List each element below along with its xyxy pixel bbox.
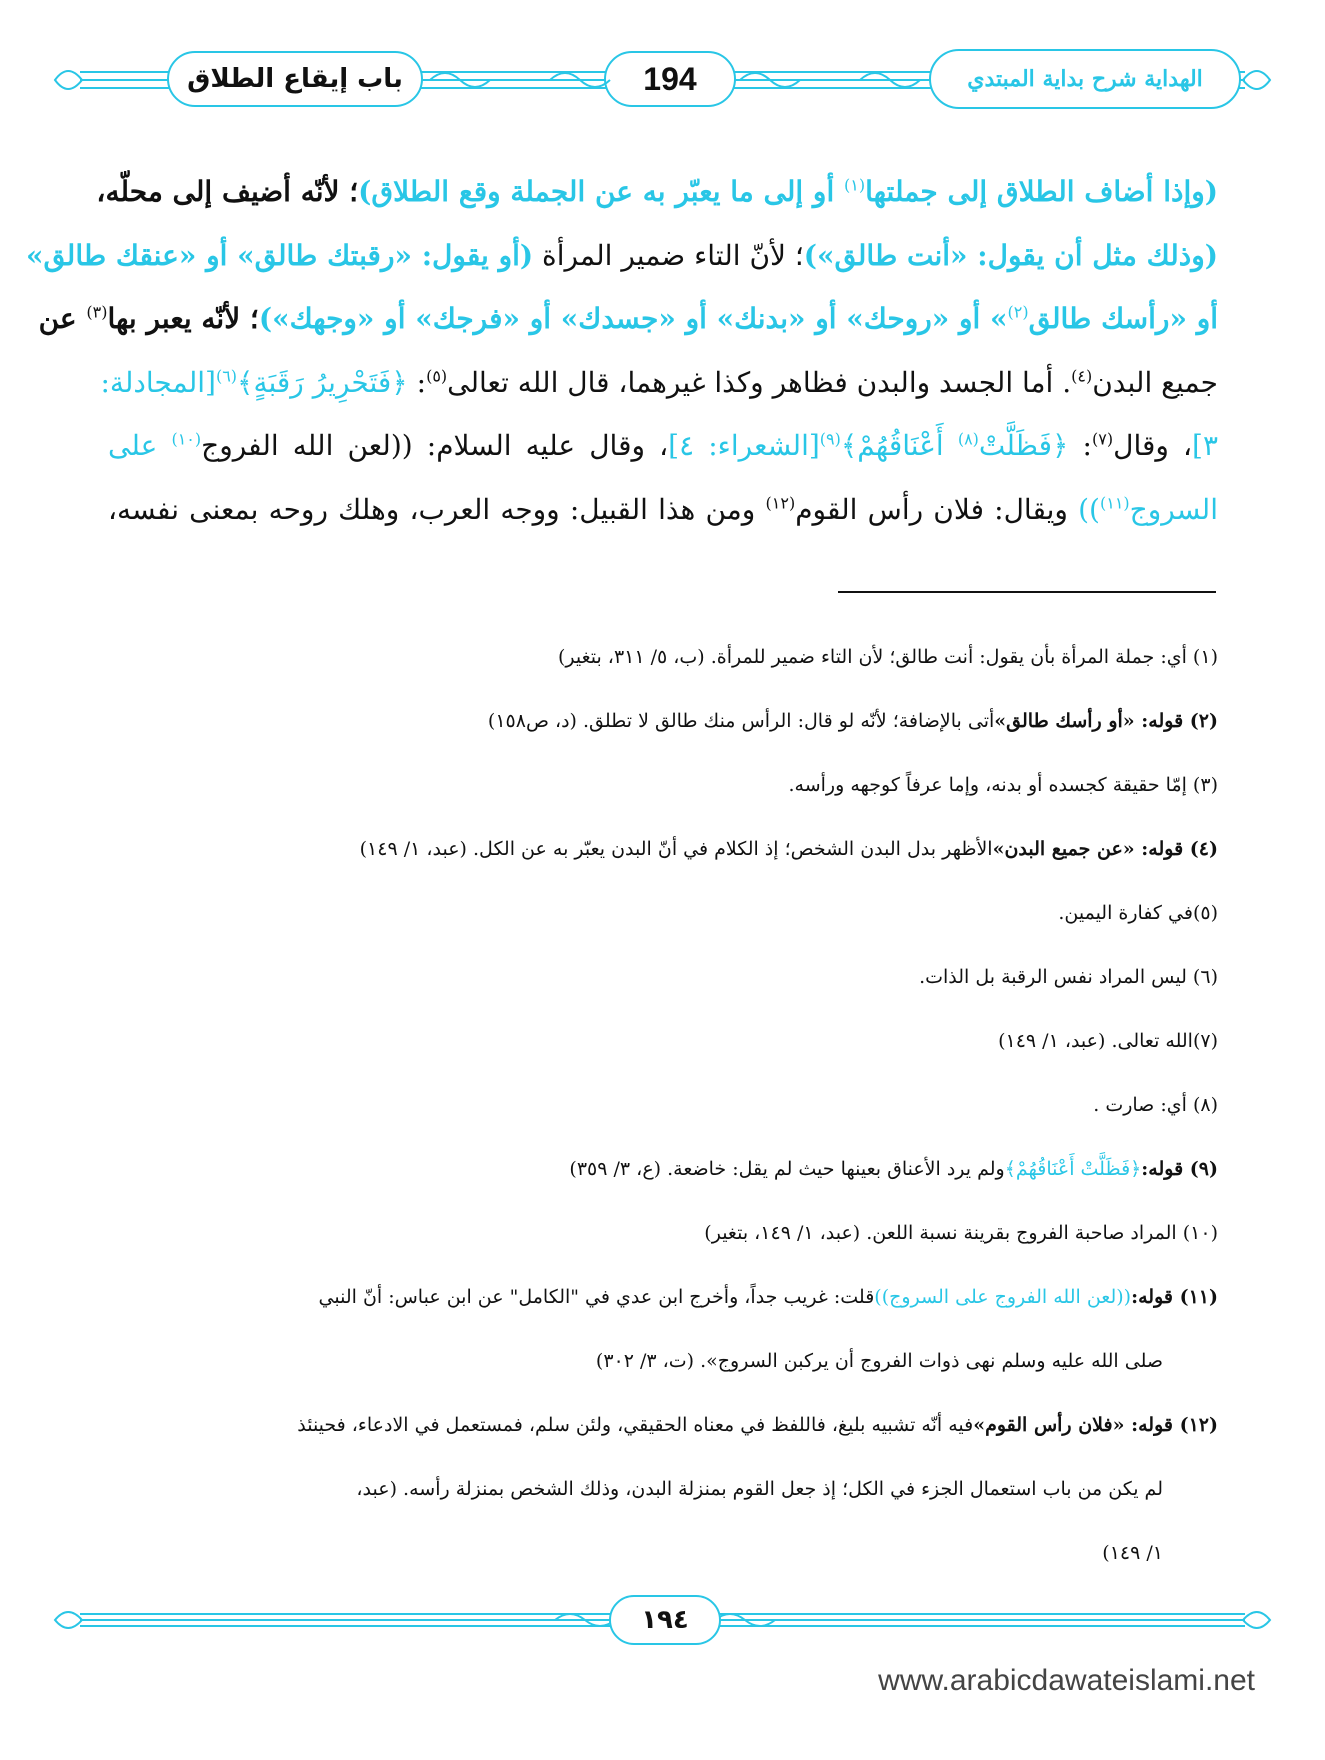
page-number: 194 (643, 60, 697, 97)
footnote-ref: (٤) (1071, 366, 1093, 386)
footnote-ref: (٢) (1007, 302, 1029, 322)
footnote-ref: (٧) (1092, 429, 1114, 449)
page-footer (50, 1590, 1275, 1650)
footnote-ref: (٥) (426, 366, 448, 386)
footnote-ref: (١١) (1099, 493, 1130, 513)
text-line: جميع البدن$^{(٤)}$. أما الجسد والبدن فظاهر وكذا غيرهما، قال الله تعالى$^{(٥)}$: ﴿فَتَحْرِيرُ رَقَبَةٍ﴾$^{(٦)}$[المجادلة: (100, 365, 1218, 399)
footnote-1: (١) أي: جملة المرأة بأن يقول: أنت طالق؛ لأن التاء ضمير للمرأة. (ب، ٥/ ٣١١، بتغير) (557, 646, 1218, 668)
footnote-6: (٦) ليس المراد نفس الرقبة بل الذات. (919, 966, 1218, 988)
footnote-9: (٩) قوله: ﴿فَظَلَّتْ أَعْنَاقُهُمْ﴾ ولم يرد الأعناق بعينها حيث لم يقل: خاضعة. (ع، ٣/ ٣٥٩) (569, 1158, 1218, 1180)
footnote-11-continued: صلى الله عليه وسلم نهى ذوات الفروج أن يركبن السروج». (ت، ٣/ ٣٠٢) (595, 1350, 1163, 1372)
chapter-title: باب إيقاع الطلاق (187, 64, 403, 94)
website-url: www.arabicdawateislami.net (878, 1664, 1255, 1697)
footnote-ref: (٨) (957, 429, 979, 449)
footnote-12-continued: لم يكن من باب استعمال الجزء في الكل؛ إذ جعل القوم بمنزلة البدن، وذلك الشخص بمنزلة رأسه. (عبد، (356, 1478, 1163, 1500)
footnote-5: (٥)في كفارة اليمين. (1058, 902, 1218, 924)
footer-page-number: ١٩٤ (641, 1605, 689, 1635)
footnote-12-continued-2: ١/ ١٤٩) (1102, 1542, 1163, 1564)
book-title: الهداية شرح بداية المبتدي (967, 66, 1203, 92)
quran-verse: ﴿فَظَلَّتْ (978, 429, 1069, 462)
footnote-4: (٤) قوله: «عن جميع البدن» الأظهر بدل البدن الشخص؛ إذ الكلام في أنّ البدن يعبّر به عن الكل. (عبد، ١/ ١٤٩) (359, 838, 1218, 860)
footnote-8: (٨) أي: صارت . (1093, 1094, 1218, 1116)
footnote-divider (838, 591, 1216, 593)
footnotes (108, 625, 1218, 1585)
text-line: ٣]، وقال$^{(٧)}$: ﴿فَظَلَّتْ$^{(٨)}$ أَعْنَاقُهُمْ﴾$^{(٩)}$[الشعراء: ٤]، وقال عليه السلام: ((لعن الله الفروج$^{(١٠)}$ على (108, 429, 1219, 462)
main-text (25, 160, 1219, 541)
quran-verse: ﴿فَتَحْرِيرُ رَقَبَةٍ﴾ (237, 365, 408, 399)
text-line: السروج$^{(١١)}$)) ويقال: فلان رأس القوم$^{(١٢)}$ ومن هذا القبيل: ووجه العرب، وهلك روحه بمعنى نفسه، (108, 492, 1218, 526)
footnote-12: (١٢) قوله: «فلان رأس القوم» فيه أنّه تشبيه بليغ، فاللفظ في معناه الحقيقي، ولئن سلم، فمستعمل في الادعاء، فحينئذ (297, 1414, 1218, 1436)
footnote-11: (١١) قوله: ((لعن الله الفروج على السروج)) قلت: غريب جداً، وأخرج ابن عدي في "الكامل" عن ابن عباس: أنّ النبي (318, 1286, 1218, 1308)
footnote-ref: (١٠) (171, 429, 202, 449)
footnote-7: (٧)الله تعالى. (عبد، ١/ ١٤٩) (998, 1030, 1218, 1052)
footnote-ref: (٩) (819, 429, 841, 449)
footnote-ref: (١) (843, 175, 866, 195)
text-line: (وإذا أضاف الطلاق إلى جملتها$^{(١)}$ أو إلى ما يعبّر به عن الجملة وقع الطلاق)؛ لأنّه أضيف إلى محلّه، (96, 175, 1218, 208)
text-line: أو «رأسك طالق$^{(٢)}$» أو «روحك» أو «بدنك» أو «جسدك» أو «فرجك» أو «وجهك»)؛ لأنّه يعبر بها$^{(٣)}$ عن (38, 302, 1218, 335)
footnote-3: (٣) إمّا حقيقة كجسده أو بدنه، وإما عرفاً كوجهه ورأسه. (788, 774, 1218, 796)
footnote-ref: (٦) (215, 366, 238, 386)
page-header (50, 40, 1275, 120)
footnote-ref: (٣) (86, 302, 108, 322)
text-line: (وذلك مثل أن يقول: «أنت طالق»)؛ لأنّ التاء ضمير المرأة (أو يقول: «رقبتك طالق» أو «عنقك طالق» (25, 238, 1218, 272)
footnote-ref: (١٢) (765, 493, 796, 513)
footnote-2: (٢) قوله: «أو رأسك طالق» أتى بالإضافة؛ لأنّه لو قال: الرأس منك طالق لا تطلق. (د، ص١٥٨) (487, 710, 1218, 732)
footnote-10: (١٠) المراد صاحبة الفروج بقرينة نسبة اللعن. (عبد، ١/ ١٤٩، بتغير) (704, 1222, 1218, 1244)
